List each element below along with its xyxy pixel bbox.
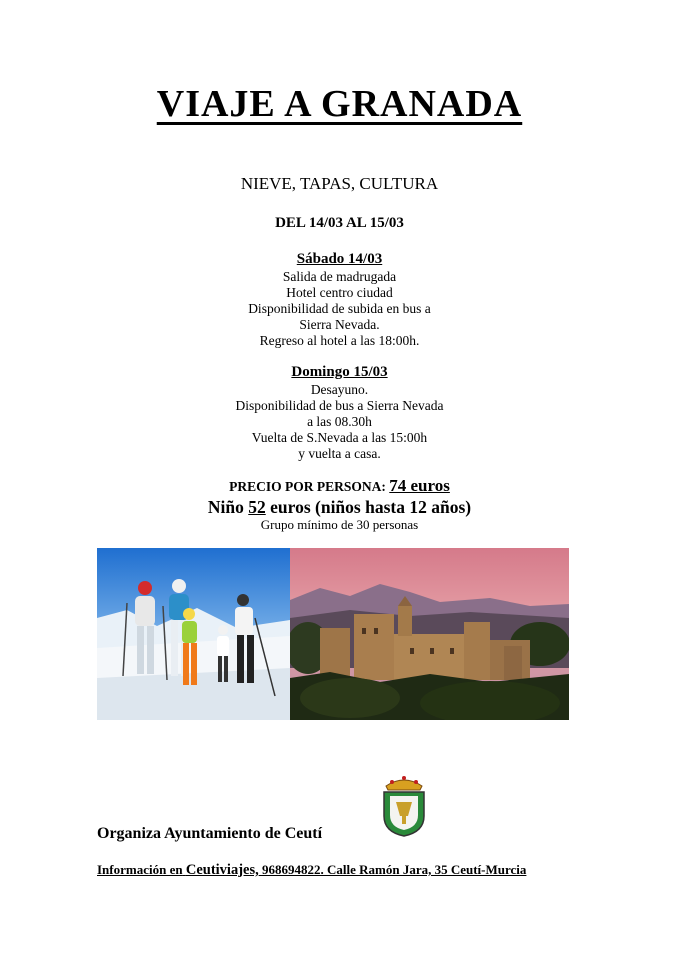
page-title: VIAJE A GRANADA [156, 83, 523, 125]
sunday-line: Desayuno. [310, 382, 369, 397]
saturday-section [0, 250, 679, 349]
child-price-prefix: Niño [207, 497, 244, 517]
child-price [0, 497, 679, 518]
photos-strip [97, 548, 569, 720]
sunday-line: Disponibilidad de bus a Sierra Nevada [235, 398, 444, 413]
sunday-line: Vuelta de S.Nevada a las 15:00h [251, 430, 428, 445]
sunday-section [0, 363, 679, 462]
sunday-line: a las 08.30h [307, 414, 372, 429]
sunday-line: y vuelta a casa. [298, 446, 381, 461]
price-value: 74 euros [389, 476, 450, 495]
organizer: Organiza Ayuntamiento de Ceutí [97, 825, 323, 842]
info-details: 968694822. Calle Ramón Jara, 35 Ceutí-Murcia [261, 862, 527, 877]
group-minimum-note: Grupo mínimo de 30 personas [260, 517, 419, 532]
info-brand: Ceutiviajes, [185, 862, 259, 878]
subtitle: NIEVE, TAPAS, CULTURA [240, 174, 439, 193]
saturday-line: Sierra Nevada. [299, 317, 380, 332]
sunday-heading: Domingo 15/03 [291, 364, 388, 380]
skiers-photo [97, 548, 290, 720]
coat-of-arms-icon [378, 772, 430, 838]
info-prefix: Información en [97, 862, 183, 877]
alhambra-photo [290, 548, 569, 720]
child-price-suffix: euros (niños hasta 12 años) [270, 497, 472, 517]
price-per-person [0, 476, 679, 496]
saturday-line: Salida de madrugada [282, 269, 397, 284]
saturday-heading: Sábado 14/03 [296, 251, 383, 267]
child-price-value: 52 [248, 497, 266, 517]
saturday-line: Hotel centro ciudad [286, 285, 393, 300]
contact-info [97, 862, 526, 879]
saturday-line: Regreso al hotel a las 18:00h. [259, 333, 420, 348]
saturday-line: Disponibilidad de subida en bus a [248, 301, 431, 316]
price-label: PRECIO POR PERSONA: [229, 479, 386, 494]
trip-dates: DEL 14/03 AL 15/03 [275, 215, 404, 231]
